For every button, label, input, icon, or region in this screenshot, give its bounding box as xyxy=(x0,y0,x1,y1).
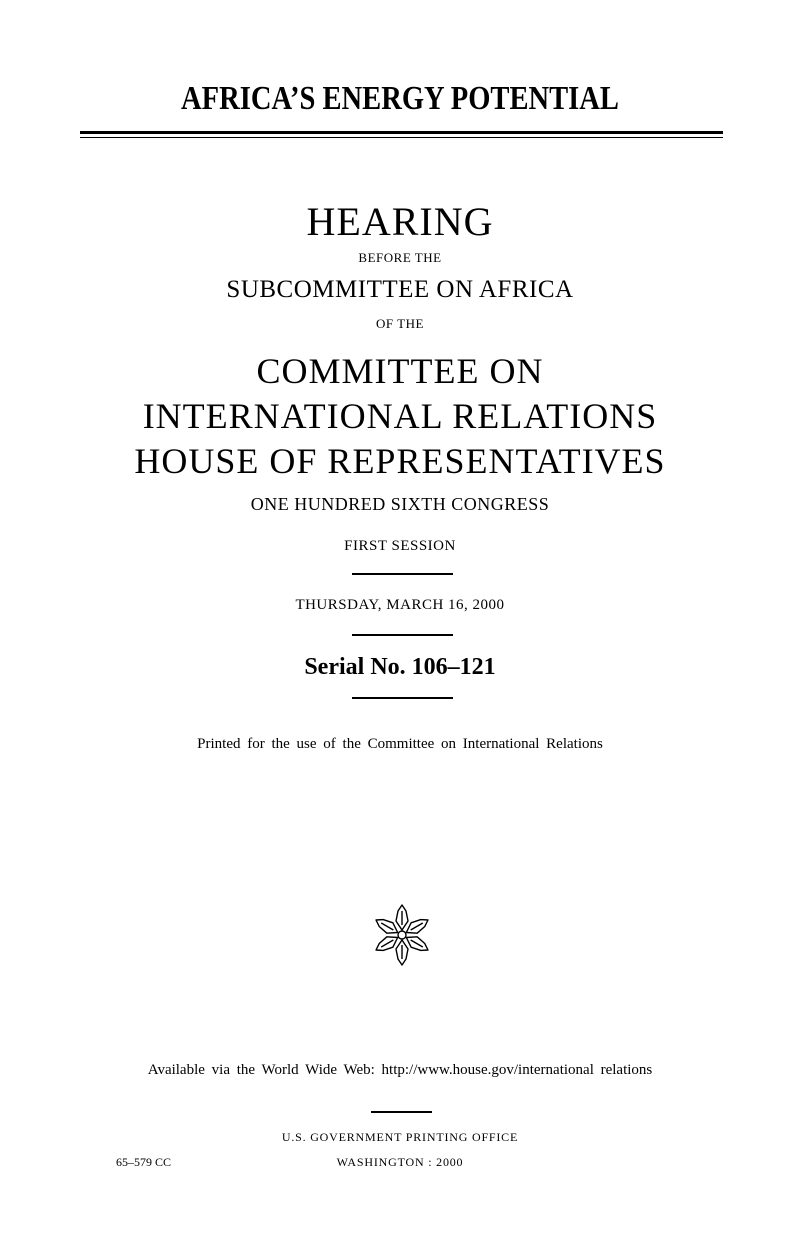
committee-line-1: COMMITTEE ON xyxy=(256,351,544,391)
separator-rule xyxy=(352,573,453,575)
committee-line-2: INTERNATIONAL RELATIONS xyxy=(142,396,658,436)
hearing-date: THURSDAY, MARCH 16, 2000 xyxy=(295,597,505,613)
place-and-year: WASHINGTON : 2000 xyxy=(336,1155,464,1169)
serial-number: Serial No. 106–121 xyxy=(304,654,496,680)
separator-rule xyxy=(352,634,453,636)
document-title: AFRICA’S ENERGY POTENTIAL xyxy=(181,80,619,117)
committee-line-3: HOUSE OF REPRESENTATIVES xyxy=(134,441,666,481)
before-the-label: BEFORE THE xyxy=(358,250,442,265)
printer-name: U.S. GOVERNMENT PRINTING OFFICE xyxy=(281,1130,519,1144)
of-the-label: OF THE xyxy=(376,316,424,331)
subcommittee-name: SUBCOMMITTEE ON AFRICA xyxy=(226,276,574,303)
web-availability-note: Available via the World Wide Web: http://www.house.gov/international relations xyxy=(147,1062,653,1078)
document-code: 65–579 CC xyxy=(116,1155,172,1169)
printed-for-note: Printed for the use of the Committee on International Relations xyxy=(197,736,603,752)
separator-rule xyxy=(371,1111,432,1113)
separator-rule xyxy=(352,697,453,699)
gpo-seal-icon xyxy=(369,900,435,970)
congress-label: ONE HUNDRED SIXTH CONGRESS xyxy=(250,494,550,514)
title-rule-thin xyxy=(80,137,723,138)
hearing-heading: HEARING xyxy=(306,199,494,244)
session-label: FIRST SESSION xyxy=(344,538,456,554)
title-rule-thick xyxy=(80,131,723,134)
